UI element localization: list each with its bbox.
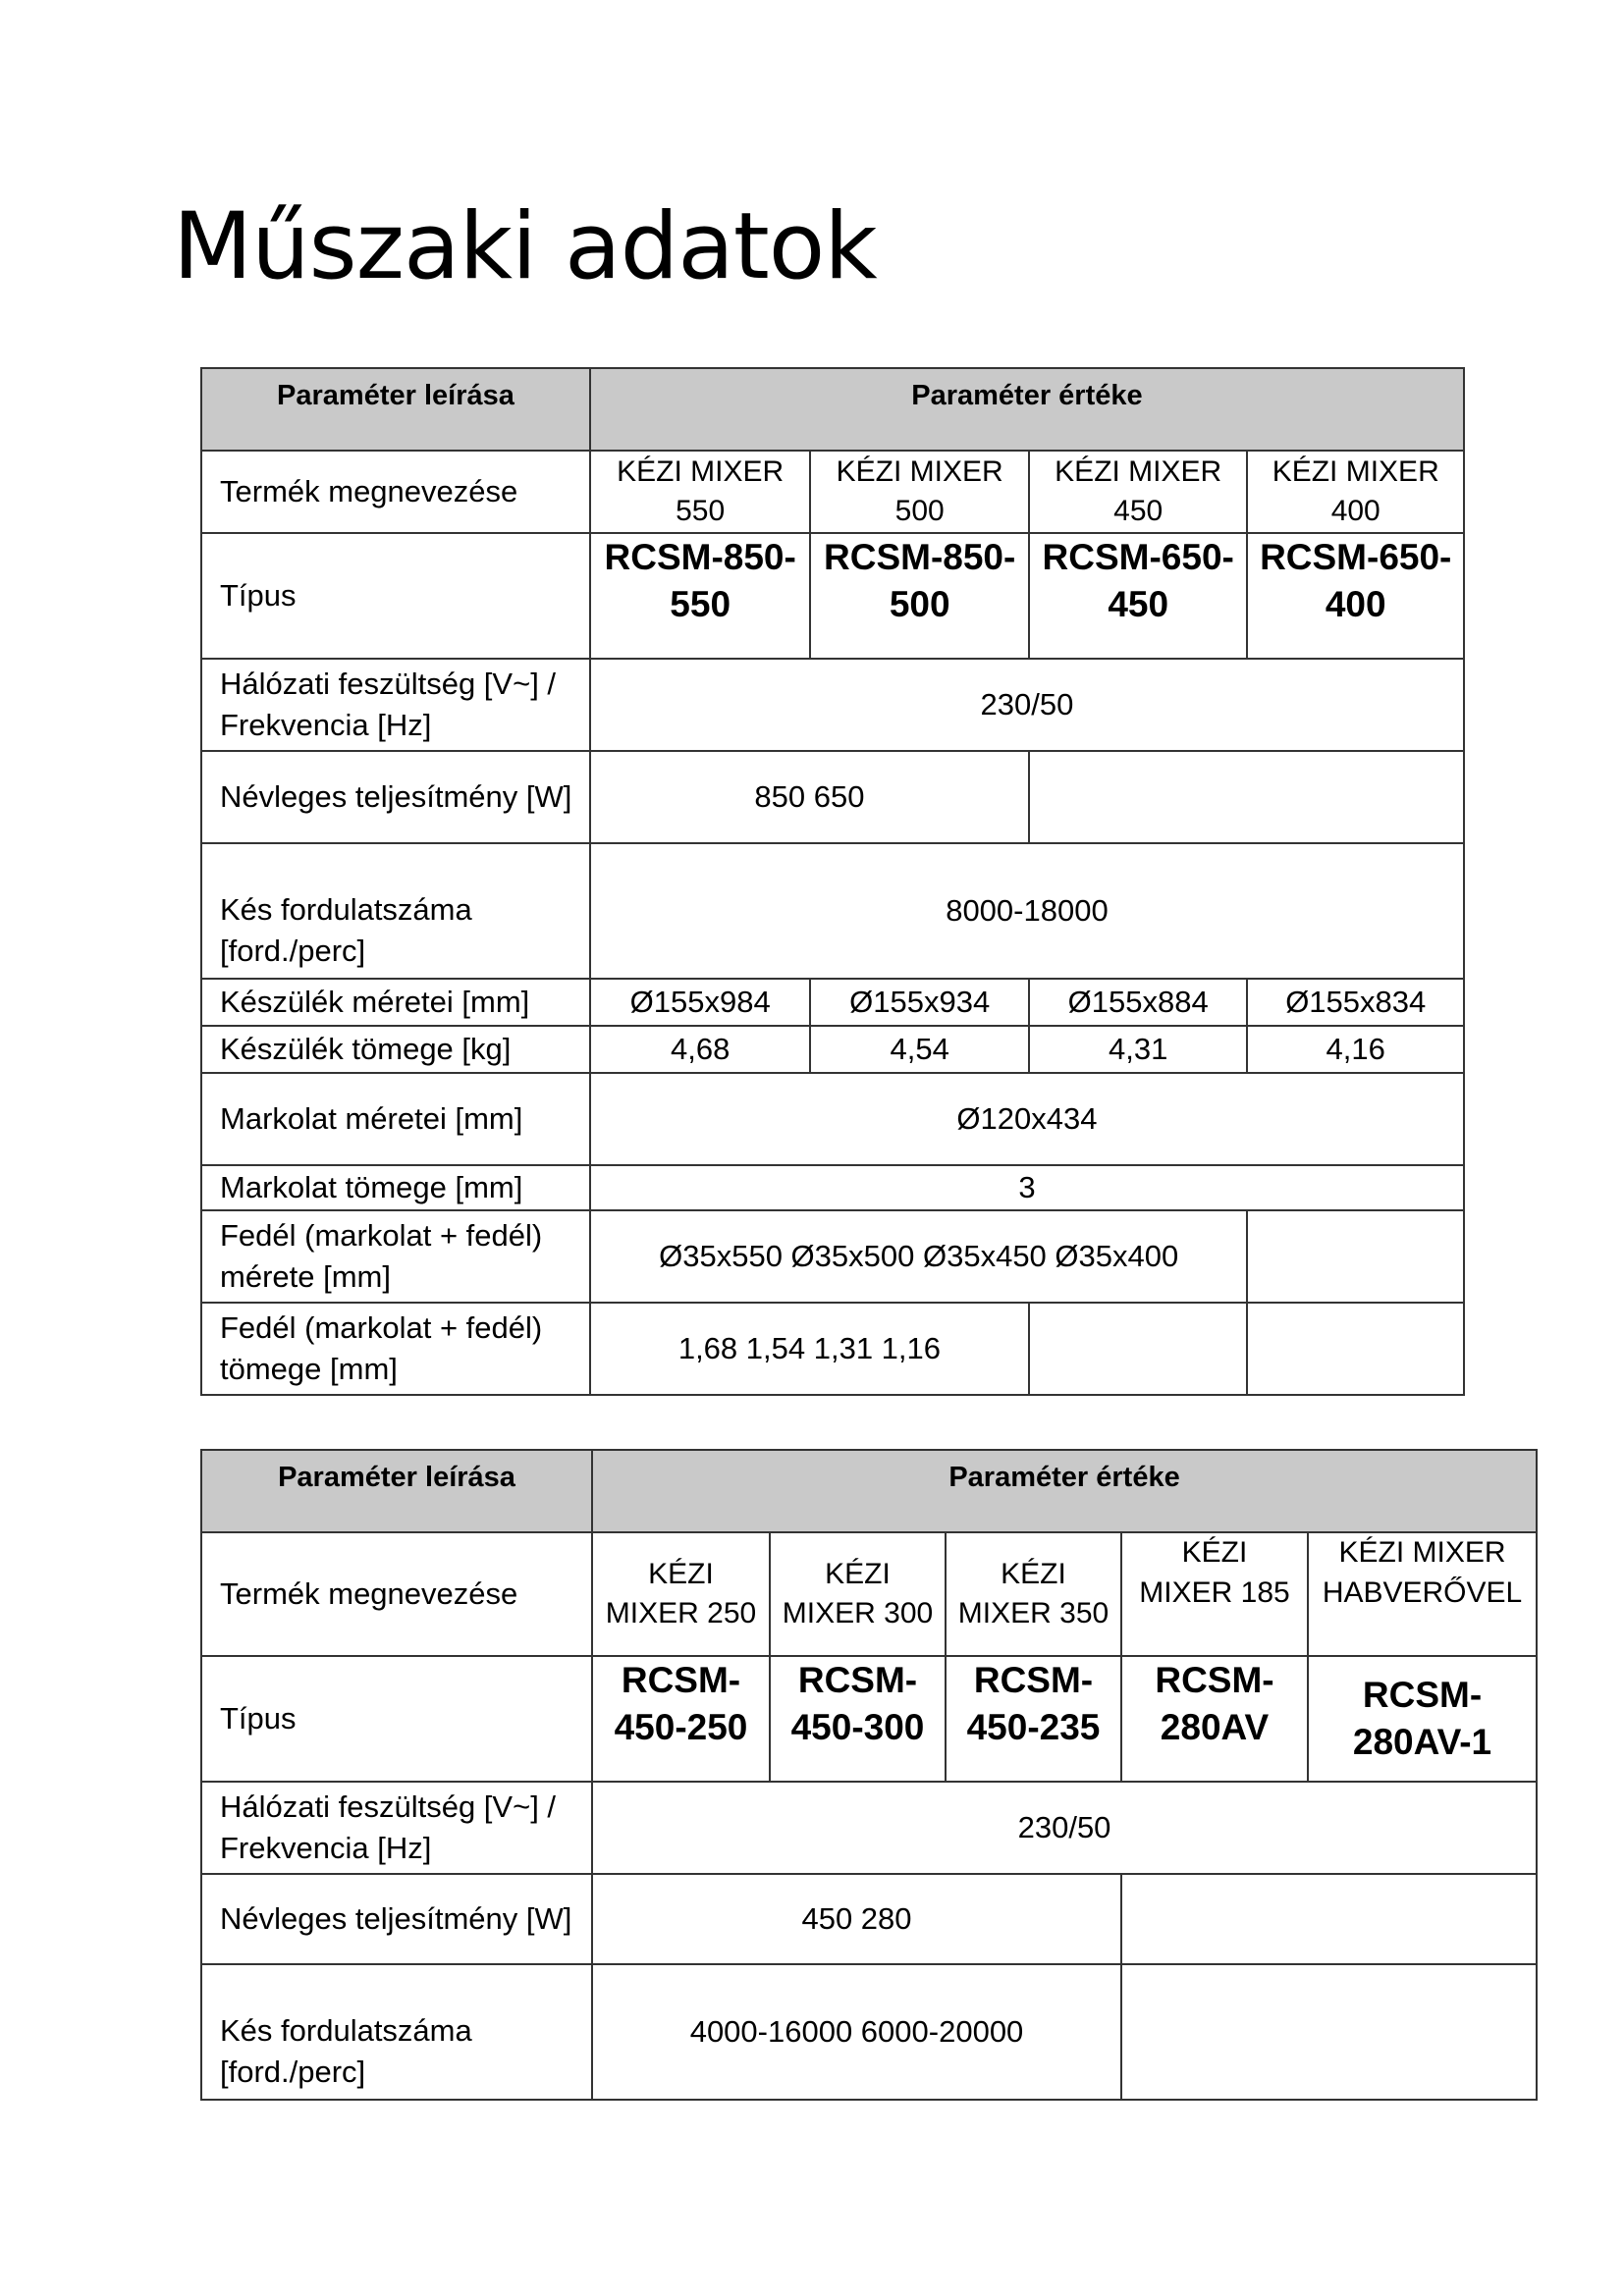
- label-type: Típus: [201, 1656, 592, 1782]
- label-grip-weight: Markolat tömege [mm]: [201, 1165, 590, 1210]
- row-grip-weight: [201, 1165, 1464, 1210]
- spec-table-2: [200, 1449, 1538, 2101]
- label-speed: Kés fordulatszáma [ford./perc]: [201, 843, 590, 979]
- row-lid-size: [201, 1210, 1464, 1303]
- product-name-cell: KÉZI MIXER 550: [590, 451, 811, 533]
- lid-weight-empty-cell: [1247, 1303, 1464, 1395]
- row-type: [201, 1656, 1537, 1782]
- label-type: Típus: [201, 533, 590, 659]
- label-voltage: Hálózati feszültség [V~] / Frekvencia [Hz]: [201, 659, 590, 751]
- product-name-cell: KÉZI MIXER 500: [810, 451, 1029, 533]
- label-product-name: Termék megnevezése: [201, 451, 590, 533]
- row-speed: [201, 843, 1464, 979]
- weight-cell: 4,68: [590, 1026, 811, 1073]
- label-product-name: Termék megnevezése: [201, 1532, 592, 1656]
- product-name-cell: KÉZI MIXER 250: [592, 1532, 770, 1656]
- type-cell: RCSM-850-550: [590, 533, 811, 659]
- type-cell: RCSM-450-250: [592, 1656, 770, 1782]
- dimensions-cell: Ø155x884: [1029, 979, 1248, 1026]
- row-voltage: [201, 1782, 1537, 1874]
- weight-cell: 4,31: [1029, 1026, 1248, 1073]
- dimensions-cell: Ø155x984: [590, 979, 811, 1026]
- type-cell: RCSM-280AV-1: [1308, 1656, 1537, 1782]
- power-empty-cell: [1029, 751, 1464, 843]
- header-param-value: Paraméter értéke: [592, 1450, 1537, 1532]
- row-grip-dimensions: [201, 1073, 1464, 1165]
- speed-empty-cell: [1121, 1964, 1537, 2100]
- label-voltage: Hálózati feszültség [V~] / Frekvencia [Hz]: [201, 1782, 592, 1874]
- row-product-name: [201, 1532, 1537, 1656]
- power-value: 450 280: [592, 1874, 1121, 1964]
- product-name-cell: KÉZI MIXER 350: [946, 1532, 1121, 1656]
- header-param-desc: Paraméter leírása: [201, 1450, 592, 1532]
- weight-cell: 4,16: [1247, 1026, 1464, 1073]
- lid-size-empty-cell: [1247, 1210, 1464, 1303]
- label-speed: Kés fordulatszáma [ford./perc]: [201, 1964, 592, 2100]
- label-lid-weight: Fedél (markolat + fedél) tömege [mm]: [201, 1303, 590, 1395]
- type-cell: RCSM-850-500: [810, 533, 1029, 659]
- row-lid-weight: [201, 1303, 1464, 1395]
- power-empty-cell: [1121, 1874, 1537, 1964]
- row-product-name: [201, 451, 1464, 533]
- row-weight: [201, 1026, 1464, 1073]
- type-cell: RCSM-650-400: [1247, 533, 1464, 659]
- speed-value: 4000-16000 6000-20000: [592, 1964, 1121, 2100]
- type-cell: RCSM-450-300: [770, 1656, 946, 1782]
- type-cell: RCSM-280AV: [1121, 1656, 1308, 1782]
- type-cell: RCSM-450-235: [946, 1656, 1121, 1782]
- label-power: Névleges teljesítmény [W]: [201, 751, 590, 843]
- power-value: 850 650: [590, 751, 1029, 843]
- weight-cell: 4,54: [810, 1026, 1029, 1073]
- label-power: Névleges teljesítmény [W]: [201, 1874, 592, 1964]
- row-dimensions: [201, 979, 1464, 1026]
- header-param-value: Paraméter értéke: [590, 368, 1464, 451]
- row-power: [201, 1874, 1537, 1964]
- row-voltage: [201, 659, 1464, 751]
- product-name-cell: KÉZI MIXER 400: [1247, 451, 1464, 533]
- lid-size-value: Ø35x550 Ø35x500 Ø35x450 Ø35x400: [590, 1210, 1248, 1303]
- grip-dimensions-value: Ø120x434: [590, 1073, 1464, 1165]
- row-power: [201, 751, 1464, 843]
- voltage-value: 230/50: [590, 659, 1464, 751]
- dimensions-cell: Ø155x834: [1247, 979, 1464, 1026]
- page-title: Műszaki adatok: [173, 193, 877, 300]
- grip-weight-value: 3: [590, 1165, 1464, 1210]
- header-param-desc: Paraméter leírása: [201, 368, 590, 451]
- label-grip-dimensions: Markolat méretei [mm]: [201, 1073, 590, 1165]
- label-weight: Készülék tömege [kg]: [201, 1026, 590, 1073]
- product-name-cell: KÉZI MIXER 185: [1121, 1532, 1308, 1656]
- product-name-cell: KÉZI MIXER 450: [1029, 451, 1248, 533]
- product-name-cell: KÉZI MIXER 300: [770, 1532, 946, 1656]
- label-dimensions: Készülék méretei [mm]: [201, 979, 590, 1026]
- row-type: [201, 533, 1464, 659]
- row-speed: [201, 1964, 1537, 2100]
- dimensions-cell: Ø155x934: [810, 979, 1029, 1026]
- lid-weight-value: 1,68 1,54 1,31 1,16: [590, 1303, 1029, 1395]
- lid-weight-empty-cell: [1029, 1303, 1248, 1395]
- table-header-row: [201, 1450, 1537, 1532]
- spec-table-1: [200, 367, 1465, 1396]
- type-cell: RCSM-650-450: [1029, 533, 1248, 659]
- label-lid-size: Fedél (markolat + fedél) mérete [mm]: [201, 1210, 590, 1303]
- table-header-row: [201, 368, 1464, 451]
- speed-value: 8000-18000: [590, 843, 1464, 979]
- product-name-cell: KÉZI MIXER HABVERŐVEL: [1308, 1532, 1537, 1656]
- voltage-value: 230/50: [592, 1782, 1537, 1874]
